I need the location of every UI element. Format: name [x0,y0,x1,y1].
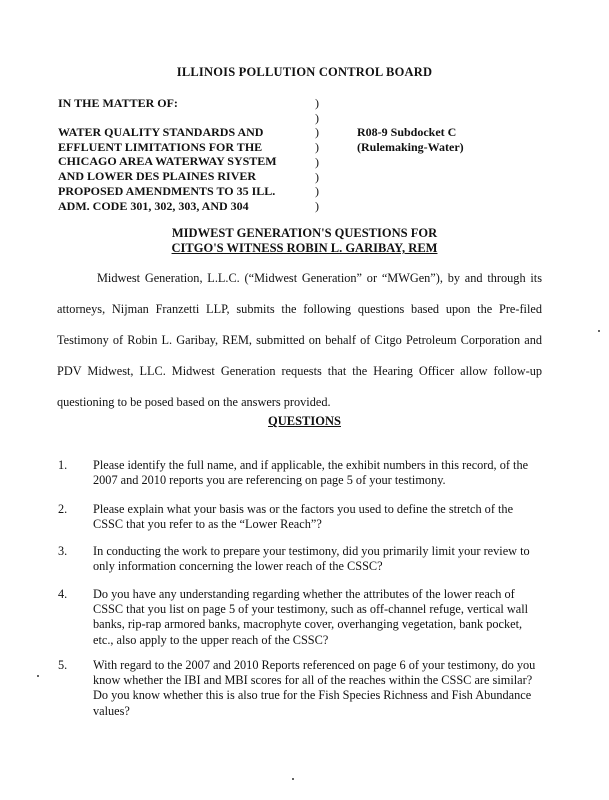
caption-line: AND LOWER DES PLAINES RIVER [58,169,257,184]
caption-paren: ) [315,154,319,169]
caption-line: WATER QUALITY STANDARDS AND [58,125,264,139]
caption-paren: ) [315,140,319,155]
question-text: Do you have any understanding regarding whether the attributes of the lower reach of CSSC that you list on page 5 of your testimony, such as off-channel refuge, vertical wall banks, rip-rap armored banks, macrophyte cover, overhanging vegetation, bank pocket, etc., also apply to the upper reach of the CSSC? [93,587,529,647]
scan-speck [37,675,39,677]
caption-paren: ) [315,96,319,110]
caption-line: CHICAGO AREA WATERWAY SYSTEM [58,154,277,169]
scan-speck [292,778,294,780]
caption-paren: ) [315,169,319,184]
caption-line: IN THE MATTER OF: [58,96,178,110]
caption-paren: ) [315,125,319,140]
question-number: 2. [58,502,68,516]
caption-paren: ) [315,198,319,213]
docket-number: R08-9 Subdocket C [357,125,457,139]
caption-paren: ) [315,184,319,199]
docket-type: (Rulemaking-Water) [357,140,464,154]
intro-paragraph-text: Midwest Generation, L.L.C. (“Midwest Generation” or “MWGen”), by and through its attorneys, Nijman Franzetti LLP, submits the following questions based upon the Pre-filed Testimony of Robin L. Garibay, REM, submitted on behalf of Citgo Petroleum Corporation and PDV Midwest, LLC. Midwest Generation requests that the Hearing Officer allow follow-up questioning to be posed based on the answers provided. [57,271,542,409]
document-title-line1: MIDWEST GENERATION'S QUESTIONS FOR [171,226,438,240]
board-title: ILLINOIS POLLUTION CONTROL BOARD [176,65,433,79]
document-title-line2: CITGO'S WITNESS ROBIN L. GARIBAY, REM [171,241,438,255]
question-number: 5. [58,658,68,672]
caption-line: EFFLUENT LIMITATIONS FOR THE [58,139,263,154]
question-number: 1. [58,458,68,472]
intro-paragraph [57,263,542,418]
question-text: Please explain what your basis was or the factors you used to define the stretch of the CSSC that you refer to as the “Lower Reach”? [93,502,514,532]
question-text: With regard to the 2007 and 2010 Reports referenced on page 6 of your testimony, do you know whether the IBI and MBI scores for all of the reaches within the CSSC are similar? Do you know whether this is also true for the Fish Species Richness and Fish Abundance values? [93,658,536,718]
caption-line: PROPOSED AMENDMENTS TO 35 ILL. [58,183,276,198]
scan-speck [598,330,600,332]
caption-line: ADM. CODE 301, 302, 303, AND 304 [58,198,249,213]
question-number: 4. [58,587,68,601]
questions-heading: QUESTIONS [268,414,341,428]
question-text: In conducting the work to prepare your testimony, did you primarily limit your review to only information concerning the lower reach of the CSSC? [93,544,530,574]
caption-paren: ) [315,110,319,125]
question-number: 3. [58,544,68,558]
question-text: Please identify the full name, and if applicable, the exhibit numbers in this record, of the 2007 and 2010 reports you are referencing on page 5 of your testimony. [93,458,529,488]
